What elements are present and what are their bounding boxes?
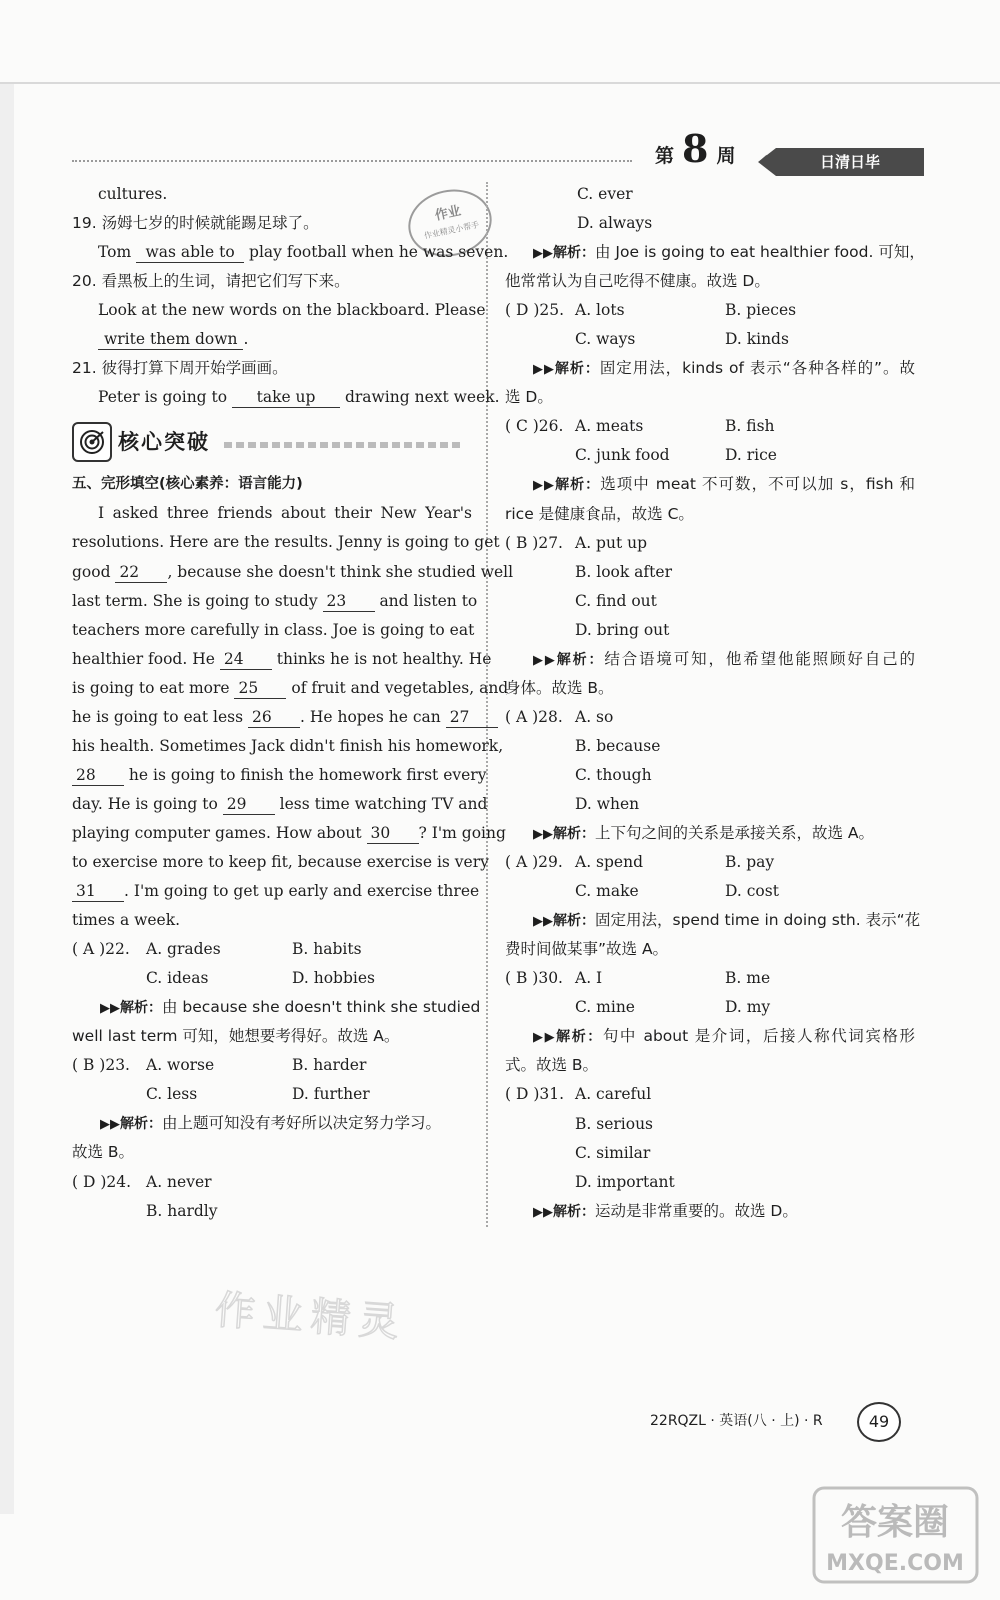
q28-jx1: 上下句之间的关系是承接关系，故选 A。 — [595, 824, 875, 843]
passage-line — [72, 499, 472, 528]
q31-explanation-1 — [505, 1197, 915, 1226]
q23-answer: ( B )23. — [72, 1056, 130, 1075]
column-divider — [486, 182, 488, 1227]
q26-option-c: C. junk food — [575, 446, 670, 465]
q31-jx1: 运动是非常重要的。故选 D。 — [595, 1201, 798, 1220]
q20-post: . — [243, 330, 249, 349]
arrow-icon: ▶▶ — [533, 478, 556, 494]
q25-explanation-2: 选 D。 — [505, 388, 553, 407]
q29-answer: ( A )29. — [505, 853, 563, 872]
q23-options-cd — [72, 1080, 472, 1109]
passage-text: his health. Sometimes Jack didn't finish his homework, — [72, 736, 504, 755]
logo-text-2: MXQE.COM — [826, 1551, 964, 1576]
q23-jx1: 由上题可知没有考好所以决定努力学习。 — [162, 1114, 442, 1133]
q25-option-a: A. lots — [575, 301, 625, 320]
cloze-blank: 23 — [323, 591, 375, 612]
q23-explanation-2: 故选 B。 — [72, 1143, 135, 1162]
q29-explanation-2: 费时间做某事”故选 A。 — [505, 940, 669, 959]
passage-text: times a week. — [72, 911, 181, 930]
q27-option-d: D. bring out — [575, 620, 670, 639]
passage-line — [72, 790, 488, 819]
passage-text: day. He is going to — [72, 794, 223, 813]
q27-option-c: C. find out — [575, 591, 657, 610]
footer-code: 22RQZL · 英语(八 · 上) · R — [650, 1413, 823, 1429]
q25-option-d: D. kinds — [725, 330, 789, 349]
q25-answer: ( D )25. — [505, 301, 565, 320]
section-title: 核心突破 — [118, 430, 210, 455]
passage-line — [72, 645, 492, 674]
q22-explanation-2: well last term 可知，她想要考得好。故选 A。 — [72, 1027, 400, 1046]
q30-option-d: D. my — [725, 998, 771, 1017]
q21-pre: Peter is going to — [98, 388, 228, 407]
q23-jx-label: 解析： — [120, 1116, 162, 1133]
q30-jx-label: 解析： — [556, 1029, 603, 1046]
q27-option-a-line — [505, 529, 915, 558]
q23-options-ab — [72, 1051, 472, 1080]
passage-line — [72, 674, 509, 703]
passage-text: last term. She is going to study — [72, 591, 323, 610]
passage-text: he is going to finish the homework first every — [124, 765, 487, 784]
q19-post: play football when he was seven. — [249, 243, 509, 262]
q28-option-c: C. though — [575, 765, 652, 784]
cloze-blank: 31 — [72, 881, 124, 902]
q19-english — [72, 238, 509, 267]
q26-option-b: B. fish — [725, 417, 775, 436]
q26-answer: ( C )26. — [505, 417, 564, 436]
q20-answer: write them down — [98, 329, 243, 350]
q23-option-b: B. harder — [292, 1056, 367, 1075]
week-heading — [655, 126, 736, 171]
passage-text: . He hopes he can — [300, 707, 446, 726]
arrow-icon: ▶▶ — [533, 1204, 553, 1220]
q23-option-c: C. less — [146, 1085, 198, 1104]
q26-option-d: D. rice — [725, 446, 777, 465]
q20-answer-line — [72, 325, 472, 354]
q26-options-ab — [505, 412, 915, 441]
q27-option-b: B. look after — [575, 562, 672, 581]
q27-explanation-2: 身体。故选 B。 — [505, 678, 614, 697]
q28-jx-label: 解析： — [553, 826, 595, 843]
cloze-blank: 29 — [223, 794, 275, 815]
q29-option-a: A. spend — [575, 853, 644, 872]
arrow-icon: ▶▶ — [533, 1030, 557, 1046]
passage-line — [72, 906, 472, 935]
q31-option-b: B. serious — [575, 1114, 654, 1133]
q20-english: Look at the new words on the blackboard. Please — [98, 301, 486, 320]
cloze-title: 五、完形填空(核心素养：语言能力) — [72, 476, 303, 493]
arrow-icon: ▶▶ — [100, 1117, 120, 1133]
q23-option-a: A. worse — [146, 1056, 215, 1075]
q30-option-a: A. I — [575, 969, 603, 988]
passage-text: . I'm going to get up early and exercise three — [124, 882, 480, 901]
q25-option-b: B. pieces — [725, 301, 797, 320]
cloze-blank: 27 — [446, 707, 498, 728]
q28-explanation-1 — [505, 819, 915, 848]
passage-line — [72, 558, 514, 587]
q22-options-ab — [72, 935, 472, 964]
passage-line — [72, 877, 480, 906]
q26-options-cd — [505, 441, 915, 470]
q30-option-b: B. me — [725, 969, 771, 988]
q29-options-cd — [505, 877, 915, 906]
week-prefix: 第 — [655, 145, 675, 167]
passage-line — [72, 703, 472, 732]
q27-option-a: A. put up — [575, 533, 648, 552]
q24-option-b: B. hardly — [146, 1201, 218, 1220]
q24-option-a-line — [72, 1168, 472, 1197]
q21-post: drawing next week. — [344, 388, 500, 407]
passage-text: less time watching TV and — [274, 794, 488, 813]
arrow-icon: ▶▶ — [533, 652, 557, 668]
q21-chinese: 21. 彼得打算下周开始学画画。 — [72, 359, 288, 378]
q26-jx-label: 解析： — [555, 477, 601, 494]
q29-option-d: D. cost — [725, 882, 779, 901]
q27-answer: ( B )27. — [505, 533, 563, 552]
week-number: 8 — [682, 126, 709, 171]
q30-option-c: C. mine — [575, 998, 635, 1017]
arrow-icon: ▶▶ — [533, 246, 553, 262]
q26-jx1: 选项中 meat 不可数，不可以加 s，fish 和 — [600, 475, 916, 494]
passage-text: I asked three friends about their New Year's — [98, 504, 472, 523]
q26-option-a: A. meats — [575, 417, 644, 436]
passage-text: teachers more carefully in class. Joe is going to eat — [72, 620, 475, 639]
q29-option-c: C. make — [575, 882, 639, 901]
q24-option-a: A. never — [146, 1172, 212, 1191]
logo-text-1: 答案圈 — [840, 1502, 950, 1543]
q19-answer: was able to — [136, 242, 244, 263]
passage-text: thinks he is not healthy. He — [271, 649, 492, 668]
q24-option-c: C. ever — [577, 185, 633, 203]
page-edge — [0, 84, 14, 1514]
q29-option-b: B. pay — [725, 853, 775, 872]
cloze-blank: 25 — [234, 678, 286, 699]
q30-options-cd — [505, 993, 915, 1022]
q29-explanation-1 — [505, 906, 921, 935]
watermark: 作业精灵 — [213, 1287, 409, 1347]
passage-text: he is going to eat less — [72, 707, 248, 726]
q30-explanation-1 — [505, 1022, 915, 1051]
q28-option-b: B. because — [575, 736, 661, 755]
passage-line — [72, 761, 487, 790]
passage-text: , because she doesn't think she studied well — [167, 562, 514, 581]
q25-options-ab — [505, 296, 915, 325]
q28-option-a: A. so — [575, 707, 614, 726]
q20-chinese: 20. 看黑板上的生词，请把它们写下来。 — [72, 272, 350, 291]
q31-jx-label: 解析： — [553, 1203, 595, 1220]
q26-explanation-1 — [505, 470, 915, 499]
q24-answer: ( D )24. — [72, 1172, 132, 1191]
arrow-icon: ▶▶ — [533, 362, 555, 378]
q30-jx1: 句中 about 是介词，后接人称代词宾格形 — [602, 1027, 916, 1046]
daily-badge: 日清日毕 — [776, 148, 924, 176]
q22-option-a: A. grades — [146, 940, 221, 959]
q22-option-c: C. ideas — [146, 969, 209, 988]
q22-option-b: B. habits — [292, 940, 362, 959]
section-stripe — [224, 442, 464, 448]
cloze-blank: 24 — [220, 649, 272, 670]
top-rule — [0, 82, 1000, 84]
q28-option-a-line — [505, 703, 915, 732]
arrow-icon: ▶▶ — [533, 827, 553, 843]
q30-options-ab — [505, 964, 915, 993]
q28-option-d: D. when — [575, 794, 640, 813]
passage-line — [72, 732, 504, 761]
q24-explanation-2: 他常常认为自己吃得不健康。故选 D。 — [505, 272, 770, 291]
passage-line — [72, 819, 506, 848]
passage-text: to exercise more to keep fit, because exercise is very — [72, 852, 489, 871]
passage-text: is going to eat more — [72, 678, 235, 697]
q22-option-d: D. hobbies — [292, 969, 375, 988]
passage-line — [72, 616, 475, 645]
q24-jx1: 由 Joe is going to eat healthier food. 可知， — [595, 243, 925, 262]
q24-jx-label: 解析： — [553, 245, 595, 262]
q28-answer: ( A )28. — [505, 707, 563, 726]
q25-jx-label: 解析： — [554, 361, 600, 378]
q23-option-d: D. further — [292, 1085, 370, 1104]
q19-chinese: 19. 汤姆七岁的时候就能踢足球了。 — [72, 214, 319, 233]
header-dotted-rule — [72, 160, 632, 162]
q31-option-a-line — [505, 1080, 915, 1109]
q25-options-cd — [505, 325, 915, 354]
q21-english — [72, 383, 500, 412]
passage-line — [72, 587, 478, 616]
q18-tail: cultures. — [98, 185, 168, 203]
stamp-line2: 作业精灵小帮手 — [423, 220, 480, 241]
target-icon — [72, 422, 112, 462]
site-logo — [808, 1480, 983, 1590]
q22-options-cd — [72, 964, 472, 993]
arrow-icon: ▶▶ — [533, 914, 553, 930]
q30-explanation-2: 式。故选 B。 — [505, 1056, 599, 1075]
q25-explanation-1 — [505, 354, 915, 383]
q31-option-a: A. careful — [575, 1085, 652, 1104]
right-column — [505, 180, 925, 1226]
passage-text: of fruit and vegetables, and — [286, 678, 509, 697]
cloze-blank: 22 — [115, 562, 167, 583]
q29-jx-label: 解析： — [553, 913, 595, 930]
left-column — [72, 180, 514, 1226]
passage-text: resolutions. Here are the results. Jenny is going to get — [72, 533, 500, 552]
passage-text: healthier food. He — [72, 649, 220, 668]
section-banner — [72, 412, 472, 470]
q27-explanation-1 — [505, 645, 915, 674]
stamp-line1: 作业 — [433, 203, 463, 224]
passage-text: ? I'm going — [418, 823, 506, 842]
q22-answer: ( A )22. — [72, 940, 130, 959]
passage-line — [72, 528, 500, 557]
q24-explanation-1 — [505, 238, 925, 267]
q22-jx1: 由 because she doesn't think she studied — [162, 998, 481, 1017]
q31-option-d: D. important — [575, 1172, 675, 1191]
q30-answer: ( B )30. — [505, 969, 563, 988]
passage-text: playing computer games. How about — [72, 823, 367, 842]
week-suffix: 周 — [716, 145, 736, 167]
cloze-blank: 26 — [248, 707, 300, 728]
cloze-passage — [72, 499, 514, 935]
cloze-blank: 30 — [367, 823, 419, 844]
q27-jx-label: 解析： — [556, 651, 605, 668]
q22-jx-label: 解析： — [120, 1000, 162, 1017]
q29-options-ab — [505, 848, 915, 877]
q31-option-c: C. similar — [575, 1143, 651, 1162]
passage-text: and listen to — [374, 591, 478, 610]
q25-jx1: 固定用法，kinds of 表示“各种各样的”。故 — [599, 359, 915, 378]
q27-jx1: 结合语境可知，他希望他能照顾好自己的 — [604, 649, 915, 668]
passage-line — [72, 848, 489, 877]
q22-explanation-1 — [72, 993, 481, 1022]
q25-option-c: C. ways — [575, 330, 636, 349]
q24-option-d: D. always — [577, 214, 653, 233]
passage-text: good — [72, 562, 116, 581]
arrow-icon: ▶▶ — [100, 1001, 120, 1017]
q29-jx1: 固定用法，spend time in doing sth. 表示“花 — [595, 911, 921, 930]
page-number: 49 — [857, 1402, 901, 1442]
q23-explanation-1 — [72, 1109, 472, 1138]
q21-answer: take up — [232, 387, 340, 408]
q19-pre: Tom — [98, 243, 132, 262]
cloze-blank: 28 — [72, 765, 124, 786]
q26-explanation-2: rice 是健康食品，故选 C。 — [505, 504, 694, 523]
q31-answer: ( D )31. — [505, 1085, 565, 1104]
